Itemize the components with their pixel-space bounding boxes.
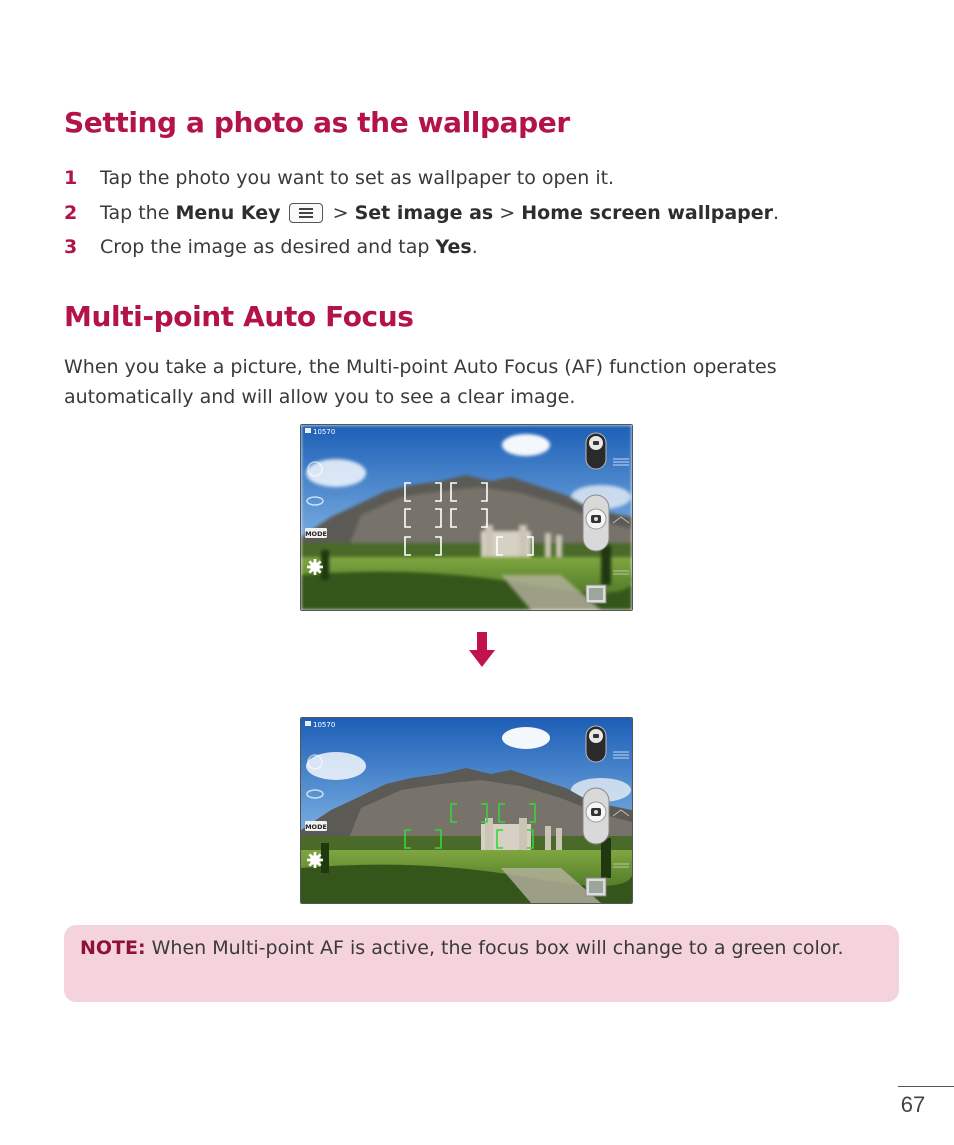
separator: > <box>326 201 355 224</box>
down-arrow-icon <box>469 632 495 668</box>
step-number: 1 <box>64 167 78 189</box>
period: . <box>471 236 478 258</box>
step-text: Tap the photo you want to set as wallpaper to open it. <box>100 167 615 189</box>
section-title-autofocus: Multi-point Auto Focus <box>64 300 414 333</box>
step-2 <box>64 199 904 234</box>
yes-label: Yes <box>435 236 472 258</box>
section-title-wallpaper: Setting a photo as the wallpaper <box>64 106 570 139</box>
wallpaper-steps <box>64 164 904 268</box>
note-box <box>64 925 899 1002</box>
counter-text: 10570 <box>313 721 336 729</box>
step-1 <box>64 164 904 199</box>
note-label: NOTE: <box>80 937 146 959</box>
step-number: 3 <box>64 236 78 258</box>
page-number: 67 <box>900 1092 926 1117</box>
note-text: When Multi-point AF is active, the focus box will change to a green color. <box>145 937 844 959</box>
autofocus-description: When you take a picture, the Multi-point Auto Focus (AF) function operates automatically and will allow you to see a clear image. <box>64 356 777 408</box>
settings-gear-icon <box>307 852 323 868</box>
counter-text: 10570 <box>313 428 336 436</box>
separator: > <box>493 201 522 224</box>
settings-gear-icon <box>307 559 323 575</box>
page-number-rule <box>898 1086 954 1087</box>
step-text-part: Crop the image as desired and tap <box>100 236 436 258</box>
set-image-as-label: Set image as <box>354 201 494 224</box>
camera-screenshot-unfocused <box>300 424 633 611</box>
mode-label: MODE <box>305 530 327 538</box>
menu-key-icon <box>289 203 323 223</box>
mode-label: MODE <box>305 823 327 831</box>
period: . <box>773 201 780 224</box>
step-3 <box>64 233 904 268</box>
home-screen-wallpaper-label: Home screen wallpaper <box>521 201 774 224</box>
step-number: 2 <box>64 201 78 224</box>
camera-screenshot-focused <box>300 717 633 904</box>
step-text <box>100 199 779 227</box>
menu-key-label: Menu Key <box>175 201 281 224</box>
step-text <box>100 233 478 261</box>
step-text-part: Tap the <box>100 201 176 224</box>
